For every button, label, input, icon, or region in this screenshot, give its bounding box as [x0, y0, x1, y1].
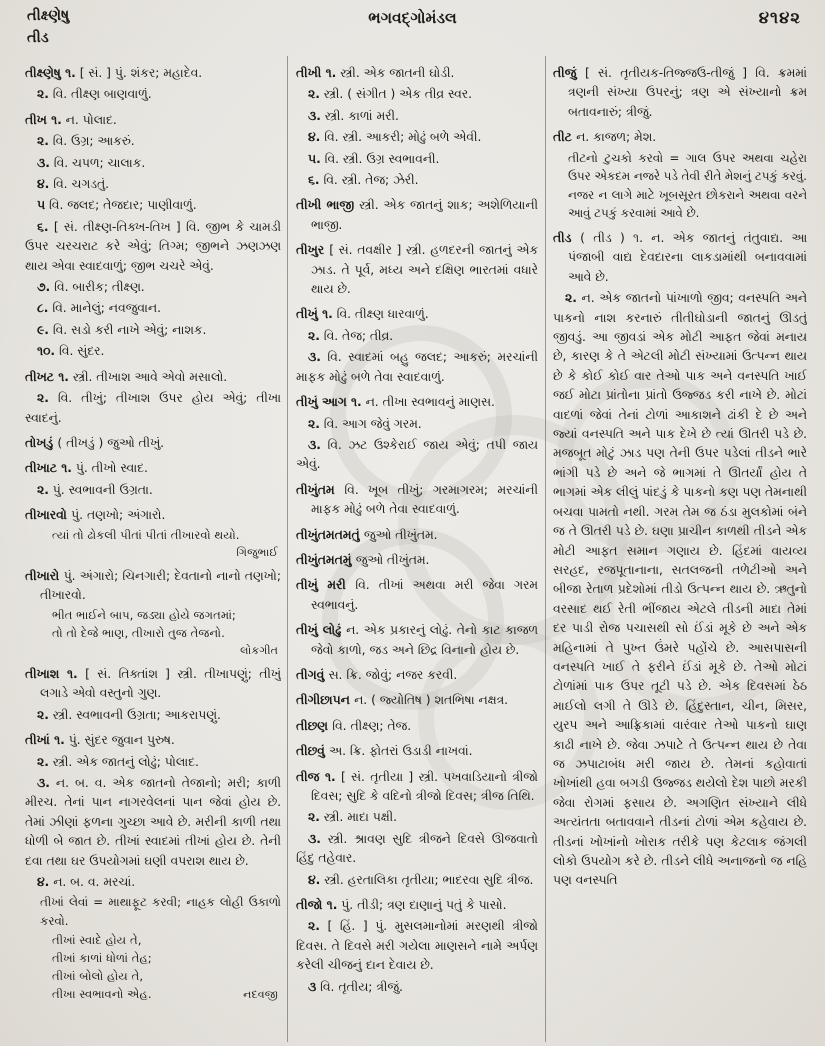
dictionary-entry: તીછણ વિ. તીક્ષ્ણ; તેજ.: [296, 718, 412, 733]
entry-headword: તીટ: [553, 130, 577, 145]
sense-number: ૮.: [37, 301, 49, 316]
sense-number: ૩.: [308, 831, 321, 846]
entry-headword: તીખુર: [296, 243, 330, 258]
sense-number: ૪.: [37, 177, 50, 192]
attribution: ગિજુભાઈ: [236, 545, 278, 559]
entry-headword: તીખાટ: [25, 461, 62, 476]
sense-number: ૫: [37, 198, 46, 213]
sense-line: ૬. [ સં. તીક્ષ્ણ-તિક્ખ-તિખ ] વિ. જીભ કે ચામડી ઉપર ચરચરાટ કરે એવું; તિગ્મ; જીભને ઝણઝણ થાય એવા સ્વાદવાળું; જીભ ચચરે એવું.: [25, 219, 281, 273]
sense-number: ૪.: [37, 875, 50, 890]
entry-headword: તીગીછાપન: [296, 693, 355, 708]
sense-number: ૧.: [325, 66, 337, 80]
dictionary-entry: તીજું [ સં. તૃતીયક-તિજ્જઉ-તીજું ] વિ. ક્રમમાં ત્રણની સંખ્યા ઉપરનું; ત્રણ એ સંખ્યાનો ક્રમ બતાવનારું; ત્રીજું.: [553, 66, 807, 119]
entry-headword: તીખું આગ: [296, 395, 351, 410]
sense-line: ૬. વિ. સ્ત્રી. તેજ; ઝેરી.: [308, 173, 419, 188]
sense-number: ૭.: [37, 280, 51, 295]
sense-number: ૧.: [51, 112, 62, 127]
sense-line: ૨. સ્ત્રી. માદા પક્ષી.: [308, 810, 398, 825]
sense-number: ૧.: [322, 307, 333, 322]
sense-line: ૪. વિ. સ્ત્રી. આકરી; મોઢું બળે એવી.: [308, 130, 482, 145]
sense-number: ૬.: [308, 173, 320, 188]
sense-line: ૩ વિ. તૃતીય; ત્રીજું.: [308, 979, 403, 994]
sense-number: ૧.: [65, 66, 76, 80]
dictionary-entry: તીડ ( તીડ ) ૧. ન. એક જાતનું તંતુવાદ્ય. આ પંજાબી વાદ્ય દેવદારના લાકડામાંથી બનાવવામાં આવે છે.: [553, 231, 807, 284]
page-number: ૪૧૪૨: [758, 8, 801, 27]
sense-number: ૨.: [308, 87, 320, 102]
sense-line: ૨. સ્ત્રી. સ્વભાવની ઉગ્રતા; આકરાપણું.: [37, 707, 221, 722]
entry-headword: તોખડું: [25, 435, 58, 450]
guide-words: [27, 5, 69, 49]
dictionary-entry: તીખ ૧. ન. પોલાદ.: [25, 112, 117, 127]
dictionary-entry: તીખુંતમતમું જુઓ તીખુંતમ.: [296, 552, 430, 567]
sense-line: ૪. વિ. ચગડતું.: [37, 177, 110, 192]
quote-line: તીખાં બોલો હોય તે,: [52, 969, 144, 984]
dictionary-entry: તીખાશ ૧. [ સં. તિક્તાંશ ] સ્ત્રી. તીખાપણું; તીખું લગાડે એવો વસ્તુનો ગુણ.: [25, 666, 281, 701]
sense-line: ૩. ન. બ. વ. એક જાતનો તેજાનો; મરી; કાળી મીરચ. તેનાં પાન નાગરવેલનાં પાન જેવાં હોય છે. તેમાં ઝીણાં ફળના ગુચ્છા આવે છે. મરીની કાળી તથા ધોળી બે જાત છે. તીખાં સ્વાદમાં તીખાં હોય છે. તેની દવા તથા ઘર ઉપયોગમાં ઘણી વપરાશ થાય છે.: [25, 775, 281, 868]
dictionary-entry: તોખડું ( તીખડું ) જુઓ તીખું.: [25, 435, 165, 450]
sense-line: ૭. વિ. બારીક; તીક્ષ્ણ.: [37, 280, 145, 295]
sense-number: ૧.: [67, 666, 78, 681]
sense-number: ૨.: [308, 810, 320, 825]
sense-line: ૨. ન. એક જાતનો પાંખાળો જીવ; વનસ્પતિ અને પાકનો નાશ કરનારું તીતીઘોડાની જાતનું ઊડતું જીવડું. આ જીવડાં એક મોટી આફત જેવાં મનાય છે, કારણ કે તે એટલી મોટી સંખ્યામાં ઉત્પન્ન થાય છે કે કોઈ કોઈ વાર તેઓ પાક અને વનસ્પતિ ખાઈ જઈ મોટા પ્રાંતોના પ્રાંતો ઉજ્જડ કરી નાખે છે. મોટાં વાદળાં જેવાં તેનાં ટોળાં આકાશને ઢાંકી દે છે અને જ્યાં વનસ્પતિ અને પાક દેખે છે ત્યાં ઊતરી પડે છે. મજબૂત મોટું ઝાડ પણ તેની ઉપર પડેલાં તીડને ભારે ભાંગી પડે છે અને જે ભાગમાં તે ઊતર્યાં હોય તે ભાગમાં એક લીલું પાંદડું કે પાકનો કણ પણ તેમનાથી બચવા પામતો નથી. ગરમ તેમ જ ઠંડા મુલકોમાં બંને જ તે ઊતરી પડે છે. ઘણા પ્રાચીન કાળથી તીડને એક મોટી આફત સમાન ગણાય છે. હિંદમાં વાયવ્ય સરહદ, રજપૂતાનાના, સતલજની તળેટીઓ અને બીજા રેતાળ પ્રદેશોમાં તીડો ઉત્પન્ન થાય છે. ઋતુનો વરસાદ થઈ રેતી ભીંજાય એટલે તીડની માદા તેમાં દર પાડી રોજ પચાસથી સો ઈંડાં મૂકે છે અને એક મહિનામાં તે પુખ્ત ઉંમરે પહોંચે છે. આસપાસની વનસ્પતિ ખાઈ તે ફરીને ઈંડાં મૂકે છે. તેઓ મોટાં ટોળાંમાં પાક ઉપર તૂટી પડે છે. એક દિવસમાં ઠેઠ માઈલો લગી તે ઊડે છે. હિંદુસ્તાન, ચીન, મિસર, યુરપ અને આફ્રિકામાં વારંવાર તેઓ પાકનો ઘાણ કાઢી નાખે છે. જેવા ઝપાટે તે ઉત્પન્ન થાય છે તેવા જ ઝપાટાબંધ મરી જાય છે. તેમનાં કહોવાતાં ખોખાંથી હવા બગડી ઉજ્જડ થયેલો દેશ પાછો મરકી જેવા રોગમાં ફસાય છે. અગણિત સંખ્યાને લીધે અત્યંતતા બતાવવાને તીડનાં ટોળાં એમ કહેવાય છે. તીડનાં ખોખાંનો ખોરાક તરીકે પણ કેટલાક જંગલી લોકો ઉપયોગ કરે છે. તીડને લીધે અનાજનો જ નહિ પણ વનસ્પતિ: [553, 291, 807, 888]
guide-word-last: તીડ: [27, 30, 49, 46]
sense-number: ૨.: [308, 416, 320, 431]
sense-number: ૧.: [324, 769, 336, 784]
dictionary-entry: તીખટ ૧. સ્ત્રી. તીખાશ આવે એવો મસાલો.: [25, 369, 228, 384]
sense-number: ૨.: [308, 328, 320, 343]
sense-line: ૨. [ હિં. ] પું. મુસલમાનોમાં મરણથી ત્રીજો દિવસ. તે દિવસે મરી ગયેલા માણસને નામે અર્પણ કરેલી ચીજનું દાન દેવાય છે.: [296, 919, 538, 973]
entry-headword: તીછણ: [296, 718, 333, 733]
sense-number: ૫.: [308, 151, 321, 166]
sense-number: ૩.: [37, 155, 50, 170]
sense-number: ૨.: [37, 482, 49, 497]
sense-line: ૪. સ્ત્રી. હરતાલિકા તૃતીયા; ભાદરવા સુદિ ત્રીજ.: [308, 872, 534, 887]
dictionary-entry: તીજ ૧. [ સં. તૃતીયા ] સ્ત્રી. પખવાડિયાનો ત્રીજો દિવસ; સુદિ કે વદિનો ત્રીજો દિવસ; ત્રીજ તિથિ.: [296, 769, 538, 803]
page-title: ભગવદ્ગોમંડલ: [368, 9, 457, 27]
dictionary-entry: તીખુંતમતમતું જુઓ તીખુંતમ.: [296, 527, 438, 542]
sense-number: ૨.: [37, 87, 49, 102]
sense-number: ૨.: [37, 707, 49, 722]
sense-number: ૩.: [308, 437, 321, 452]
entry-headword: તીખુંતમ: [296, 482, 345, 497]
sense-number: ૪.: [308, 130, 321, 145]
dictionary-entry: તીખારો પું. અંગારો; ચિનગારી; દેવતાનો નાનો તણખો; તીખારવો.: [25, 568, 281, 603]
entry-headword: તીક્ષ્ણેષુ: [25, 66, 66, 80]
sense-line: ૩. સ્ત્રી. શ્રાવણ સુદિ ત્રીજને દિવસે ઊજવાતો હિંદુ તહેવાર.: [296, 831, 538, 866]
quote-line: તો તો દેજે ભાણ, તીખારો તુજ તેજનો.: [52, 625, 225, 640]
sense-number: ૧.: [350, 395, 362, 410]
sense-line: ૨. પું. સ્વભાવની ઉગ્રતા.: [37, 482, 153, 497]
entry-headword: તીડ: [553, 231, 581, 245]
dictionary-entry: તીગીછાપન ન. ( જ્યોતિષ ) શતભિષા નક્ષત્ર.: [296, 693, 509, 708]
sense-line: ૩. વિ. ઝટ ઉશ્કેરાઈ જાય એવું; તપી જાય એવું.: [296, 437, 538, 472]
idiom-line: તીખાં લેવાં = માથાફૂટ કરવી; નાહક લોહી ઉકાળો કરવો.: [40, 895, 281, 929]
idiom-line: તીટનો ટુચકો કરવો = ગાલ ઉપર અથવા ચહેરા ઉપર એકદમ નજરે પડે તેવી રીતે મેશનું ટપકું કરવું. નજર ન લાગે માટે ખૂબસૂરત છોકરાને અથવા વરને આવું ટપકું કરવામાં આવે છે.: [568, 150, 807, 221]
entry-headword: તીખાશ: [25, 666, 68, 681]
sense-number: ૩.: [37, 775, 50, 790]
dictionary-entry: તીગવું સ. ક્રિ. જોવું; નજર કરવી.: [296, 667, 458, 682]
entry-headword: તીખું મરી: [296, 578, 356, 593]
dictionary-entry: તીખાટ ૧. પું. તીખો સ્વાદ.: [25, 461, 148, 476]
sense-number: ૧.: [326, 898, 338, 913]
entry-headword: તીગવું: [296, 667, 329, 682]
dictionary-entry: તીખુંતમ વિ. ખૂબ તીખું; ગરમાગરમ; મરચાંની માફક મોઢું બળે તેવા સ્વાદવાળું.: [296, 482, 538, 517]
column-1: [25, 58, 281, 1042]
sense-number: ૨.: [37, 754, 49, 769]
entry-headword: તીખારો: [25, 568, 64, 583]
sense-line: ૨. વિ. ઉગ્ર; આકરું.: [37, 134, 135, 149]
entry-headword: તીખ: [25, 112, 52, 127]
sense-number: ૧.: [54, 733, 65, 748]
entry-headword: તીખાં: [25, 733, 55, 748]
column-3: [553, 58, 807, 1042]
sense-line: ૨. વિ. તીક્ષ્ણ બાણવાળું.: [37, 87, 152, 102]
sense-number: ૩.: [308, 350, 321, 365]
sense-line: ૮. વિ. માનેલું; નવજુવાન.: [37, 301, 162, 316]
quote-line: તીખાં કાળાં ધોળાં તેહ;: [52, 950, 152, 965]
dictionary-entry: તીખુર [ સં. તવક્ષીર ] સ્ત્રી. હળદરની જાતનું એક ઝાડ. તે પૂર્વ, મધ્ય અને દક્ષિણ ભારતમાં વધારે થાય છે.: [296, 243, 538, 297]
sense-number: ૧૦.: [37, 344, 56, 359]
quote-line: ત્યાં તો ઢોકલી પીતાં પીતાં તીખારવો થયો.: [52, 527, 240, 542]
sense-line: ૩. વિ. સ્વાદમાં બહુ જલદ; આકરું; મરચાંની માફક મોઢું બળે તેવા સ્વાદવાળું.: [296, 350, 538, 384]
sense-line: ૨. વિ. આગ જેવું ગરમ.: [308, 416, 422, 431]
dictionary-entry: તીખું લોઢું ન. એક પ્રકારનું લોઢું. તેનો કાટ કાજળ જેવો કાળો, જડ અને છિદ્ર વિનાનો હોય છે.: [296, 623, 538, 657]
sense-number: ૯.: [37, 322, 49, 337]
entry-headword: તીખી: [296, 66, 326, 80]
column-2: [296, 58, 538, 1042]
sense-line: ૫ વિ. જલદ; તેજદાર; પાણીવાળું.: [37, 198, 197, 213]
dictionary-entry: તીછવું અ. ક્રિ. ફોતરાં ઉડાડી નાખવાં.: [296, 744, 473, 759]
sense-line: ૯. વિ. સડો કરી નાખે એવું; નાશક.: [37, 322, 207, 337]
quote-line: તીખાં સ્વાદે હોય તે,: [52, 932, 142, 947]
sense-line: ૧૦. વિ. સુંદર.: [37, 344, 105, 359]
entry-headword: તીખું: [296, 307, 323, 322]
sense-number: ૩.: [308, 108, 321, 123]
sense-number: ૪.: [308, 872, 321, 887]
column-divider: [545, 56, 546, 1042]
dictionary-entry: તીક્ષ્ણેષુ ૧. [ સં. ] પું. શંકર; મહાદેવ.: [25, 66, 203, 80]
sense-number: ૨.: [565, 291, 577, 306]
sense-number: ૨.: [37, 391, 49, 406]
sense-line: ૩. વિ. ચપળ; ચાલાક.: [37, 155, 146, 170]
dictionary-entry: તીખી ભાજી સ્ત્રી. એક જાતનું શાક; અશેળિયાની ભાજી.: [296, 198, 538, 232]
sense-line: ૨. સ્ત્રી. એક જાતનું લોઢું; પોલાદ.: [37, 754, 199, 769]
quote-line: તીખા સ્વભાવનો એહ.: [52, 987, 152, 1002]
sense-line: ૫. વિ. સ્ત્રી. ઉગ્ર સ્વભાવની.: [308, 151, 440, 166]
entry-headword: તીખું લોઢું: [296, 623, 347, 638]
entry-headword: તીજું: [553, 66, 585, 80]
entry-headword: તીખુંતમતમું: [296, 552, 356, 567]
entry-headword: તીખારવો: [25, 508, 72, 523]
sense-number: ૩: [308, 979, 317, 994]
dictionary-entry: તીખાં ૧. પું. સુંદર જુવાન પુરુષ.: [25, 733, 175, 748]
sense-number: ૧.: [61, 461, 72, 476]
dictionary-entry: તીટ ન. કાજળ; મેશ.: [553, 130, 657, 145]
attribution: લોકગીત: [240, 643, 278, 657]
guide-word-first: તીક્ષ્ણેષુ: [27, 8, 70, 24]
attribution: નદવજી: [243, 988, 278, 1002]
dictionary-entry: તીજો ૧. પું. તીડી; ત્રણ દાણાનું પતું કે પાસો.: [296, 898, 507, 913]
entry-headword: તીખુંતમતમતું: [296, 527, 364, 542]
sense-line: ૨. વિ. તીખું; તીખાશ ઉપર હોય એવું; તીખા સ્વાદનું.: [25, 391, 281, 425]
entry-headword: તીજો: [296, 898, 327, 913]
sense-line: ૩. સ્ત્રી. કાળાં મરી.: [308, 108, 399, 123]
sense-number: ૧.: [58, 369, 69, 384]
entry-headword: તીખટ: [25, 369, 59, 384]
entry-headword: તીખી ભાજી: [296, 198, 360, 213]
sense-number: ૨.: [308, 919, 320, 934]
sense-number: ૨.: [37, 134, 49, 149]
sense-line: ૨. વિ. તેજ; તીવ્ર.: [308, 328, 394, 343]
dictionary-entry: તીખી ૧. સ્ત્રી. એક જાતની ઘોડી.: [296, 66, 455, 80]
dictionary-entry: તીખું આગ ૧. ન. તીખા સ્વભાવનું માણસ.: [296, 395, 495, 410]
sense-line: ૨. સ્ત્રી. ( સંગીત ) એક તીવ્ર સ્વર.: [308, 87, 472, 102]
sense-number: ૬.: [37, 219, 49, 234]
quote-line: ભીત ભાઈને બાપ, જડ્યા હોયે જગતમાં;: [52, 607, 236, 622]
entry-headword: તીછવું: [296, 744, 330, 759]
sense-line: ૪. ન. બ. વ. મરચાં.: [37, 875, 136, 890]
column-divider: [287, 56, 288, 1042]
entry-headword: તીજ: [296, 769, 325, 784]
dictionary-entry: તીખું મરી વિ. તીખાં અથવા મરી જેવા ગરમ સ્વભાવનું.: [296, 578, 538, 612]
dictionary-entry: તીખારવો પું. તણખો; અંગારો.: [25, 508, 166, 523]
dictionary-entry: તીખું ૧. વિ. તીક્ષ્ણ ધારવાળું.: [296, 307, 429, 322]
